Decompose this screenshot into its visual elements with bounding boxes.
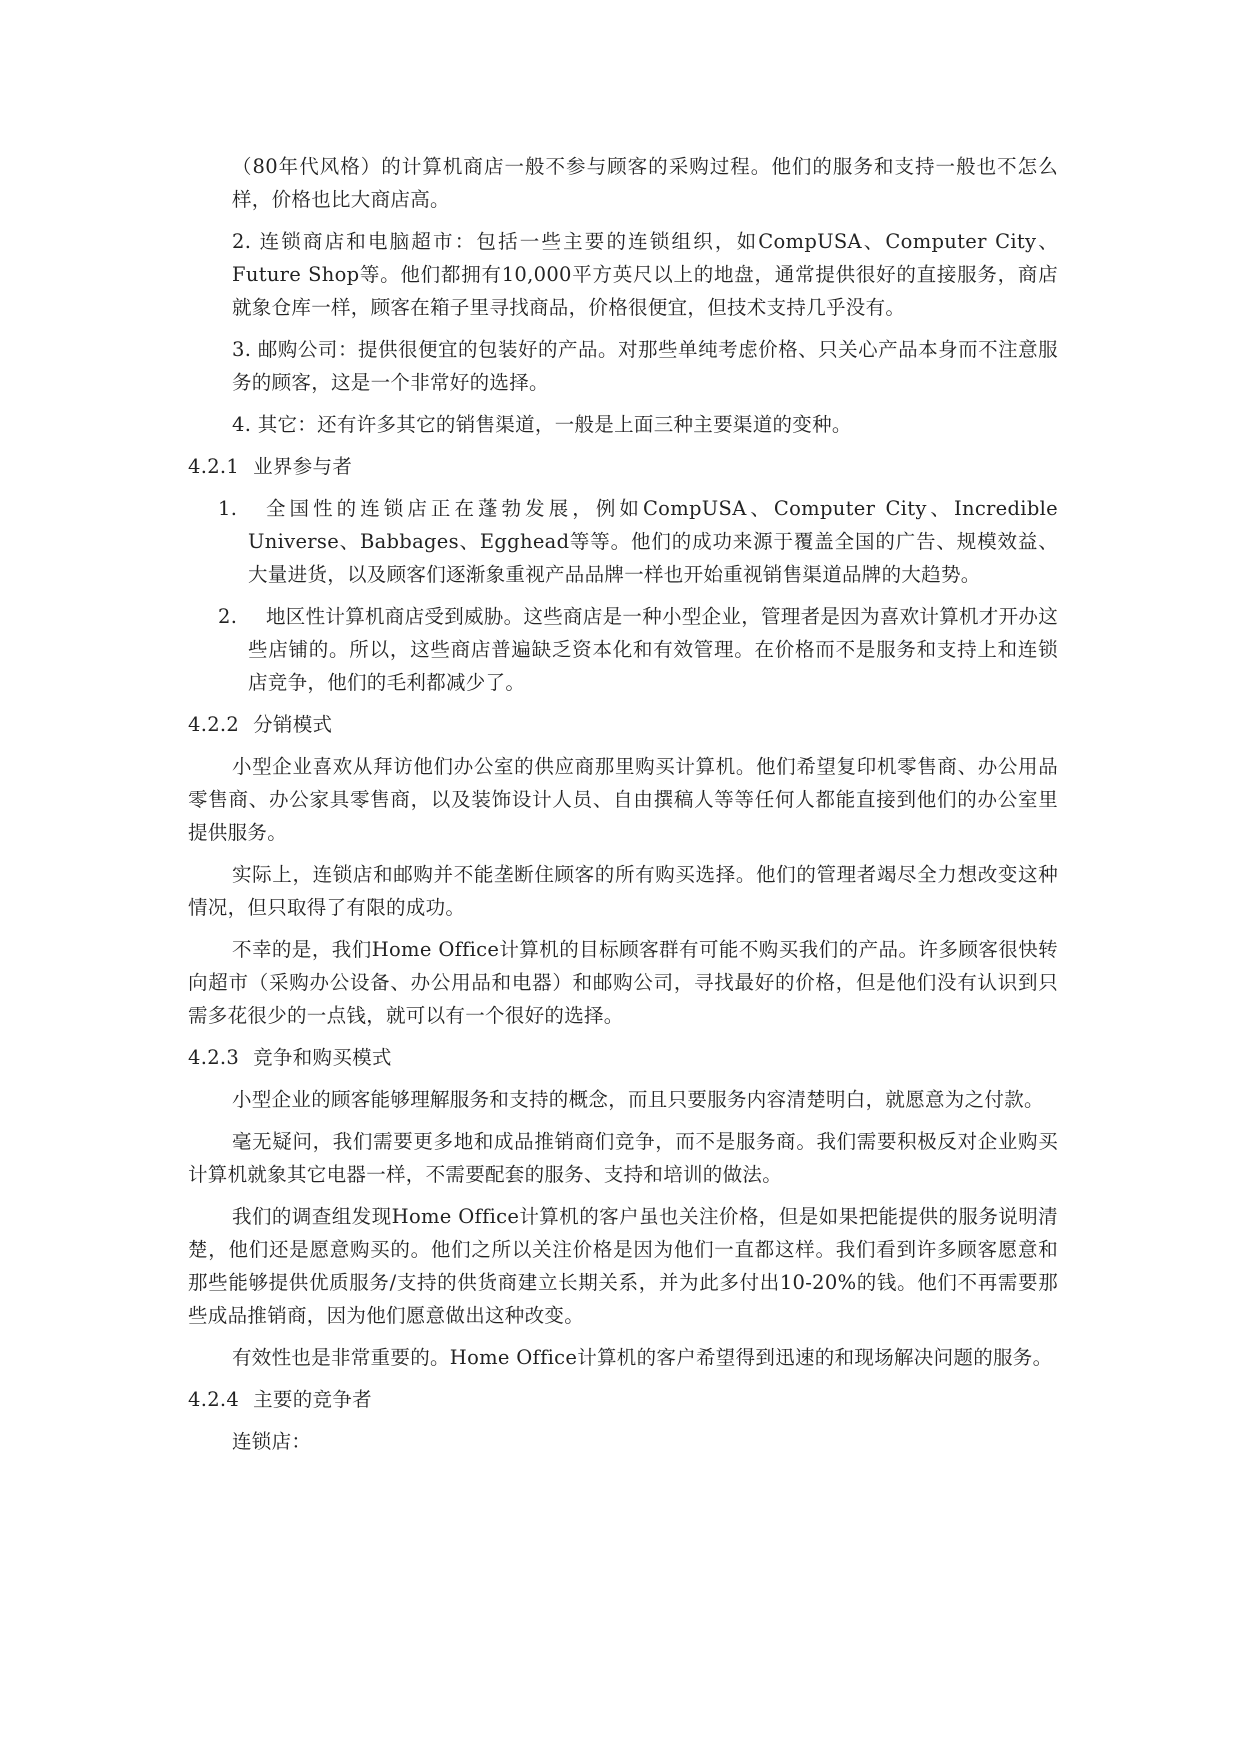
section-heading-4-2-4 [188,1383,1058,1416]
list-marker: 1. [218,497,238,520]
paragraph-mail-order: 3. 邮购公司：提供很便宜的包装好的产品。对那些单纯考虑价格、只关心产品本身而不注意服务的顾客，这是一个非常好的选择。 [232,338,1058,394]
list-item [188,600,1058,699]
list-item-text: 地区性计算机商店受到威胁。这些商店是一种小型企业，管理者是因为喜欢计算机才开办这些店铺的。所以，这些商店普遍缺乏资本化和有效管理。在价格而不是服务和支持上和连锁店竞争，他们的毛利都减少了。 [248,605,1059,694]
paragraph: 有效性也是非常重要的。Home Office计算机的客户希望得到迅速的和现场解决问题的服务。 [232,1346,1053,1369]
paragraph: 毫无疑问，我们需要更多地和成品推销商们竞争，而不是服务商。我们需要积极反对企业购买计算机就象其它电器一样，不需要配套的服务、支持和培训的做法。 [188,1130,1058,1186]
section-number: 4.2.2 [188,713,240,736]
section-number: 4.2.1 [188,455,240,478]
section-title: 主要的竞争者 [253,1388,372,1411]
section-heading-4-2-1 [188,450,1058,483]
document-body [188,150,1058,1467]
paragraph: 不幸的是，我们Home Office计算机的目标顾客群有可能不购买我们的产品。许多顾客很快转向超市（采购办公设备、办公用品和电器）和邮购公司，寻找最好的价格，但是他们没有认识到只需多花很少的一点钱，就可以有一个很好的选择。 [188,938,1058,1027]
section-number: 4.2.3 [188,1046,240,1069]
paragraph: 我们的调查组发现Home Office计算机的客户虽也关注价格，但是如果把能提供的服务说明清楚，他们还是愿意购买的。他们之所以关注价格是因为他们一直都这样。我们看到许多顾客愿意和那些能够提供优质服务/支持的供货商建立长期关系，并为此多付出10-20%的钱。他们不再需要那些成品推销商，因为他们愿意做出这种改变。 [188,1205,1058,1327]
section-title: 业界参与者 [253,455,353,478]
paragraph: 小型企业的顾客能够理解服务和支持的概念，而且只要服务内容清楚明白，就愿意为之付款。 [232,1088,1044,1111]
paragraph-other-channels: 4. 其它：还有许多其它的销售渠道，一般是上面三种主要渠道的变种。 [232,413,852,436]
section-title: 竞争和购买模式 [253,1046,392,1069]
paragraph: 连锁店： [232,1430,312,1453]
section-number: 4.2.4 [188,1388,240,1411]
list-item-text: 全国性的连锁店正在蓬勃发展，例如CompUSA、Computer City、Incredible Universe、Babbages、Egghead等等。他们的成功来源于覆盖全国的广告、规模效益、大量进货，以及顾客们逐渐象重视产品品牌一样也开始重视销售渠道品牌的大趋势。 [248,497,1058,586]
paragraph: 小型企业喜欢从拜访他们办公室的供应商那里购买计算机。他们希望复印机零售商、办公用品零售商、办公家具零售商，以及装饰设计人员、自由撰稿人等等任何人都能直接到他们的办公室里提供服务。 [188,755,1058,844]
list-marker: 2. [218,605,238,628]
section-heading-4-2-2 [188,708,1058,741]
list-item [188,492,1058,591]
section-heading-4-2-3 [188,1041,1058,1074]
paragraph: 实际上，连锁店和邮购并不能垄断住顾客的所有购买选择。他们的管理者竭尽全力想改变这种情况，但只取得了有限的成功。 [188,863,1058,919]
industry-participants-list [188,492,1058,699]
section-title: 分销模式 [253,713,333,736]
paragraph-store-style: （80年代风格）的计算机商店一般不参与顾客的采购过程。他们的服务和支持一般也不怎么样，价格也比大商店高。 [232,155,1058,211]
paragraph-chain-stores: 2. 连锁商店和电脑超市：包括一些主要的连锁组织，如CompUSA、Computer City、Future Shop等。他们都拥有10,000平方英尺以上的地盘，通常提供很好的直接服务，商店就象仓库一样，顾客在箱子里寻找商品，价格很便宜，但技术支持几乎没有。 [232,230,1058,319]
